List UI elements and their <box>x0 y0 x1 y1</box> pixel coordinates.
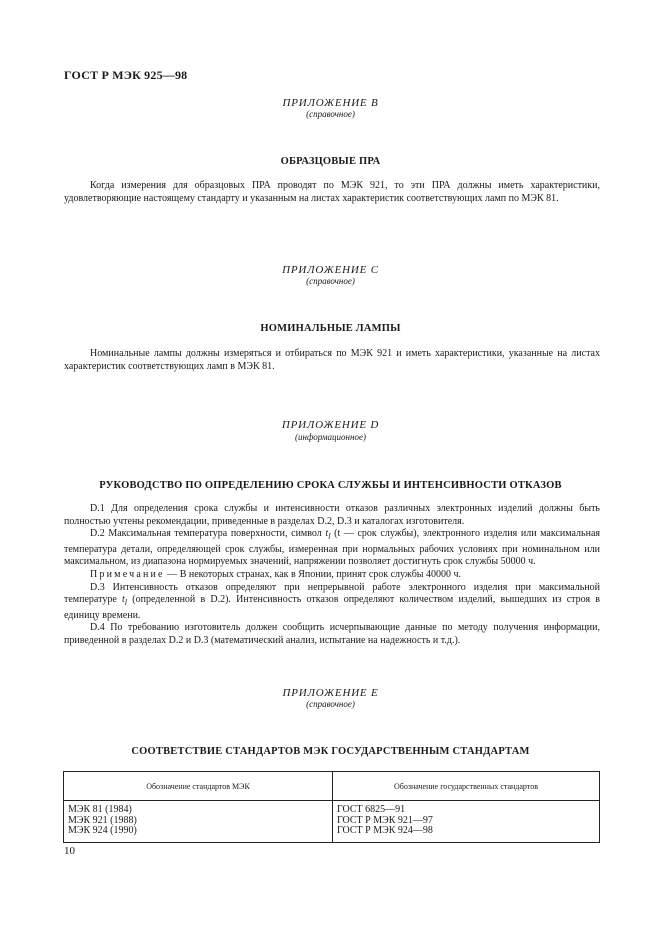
gost-standard: ГОСТ Р МЭК 921—97 <box>337 814 433 826</box>
note-label: Примечание <box>90 568 165 580</box>
iec-standard: МЭК 81 (1984) <box>68 804 132 815</box>
appendix-c-subtitle: (справочное) <box>306 276 355 286</box>
appendix-b-section-title: ОБРАЗЦОВЫЕ ПРА <box>280 156 381 167</box>
appendix-e-section-title: СООТВЕТСТВИЕ СТАНДАРТОВ МЭК ГОСУДАРСТВЕННЫМ СТАНДАРТАМ <box>131 746 530 757</box>
appendix-d-section-title: РУКОВОДСТВО ПО ОПРЕДЕЛЕНИЮ СРОКА СЛУЖБЫ И ИНТЕНСИВНОСТИ ОТКАЗОВ <box>99 480 562 491</box>
page-number: 10 <box>64 845 75 857</box>
gost-standard: ГОСТ Р МЭК 924—98 <box>337 825 433 836</box>
clause-d2-note: Примечание — В некоторых странах, как в Японии, принят срок службы 40000 ч. <box>90 568 462 580</box>
iec-standards-cell <box>64 801 333 843</box>
clause-d2: D.2 Максимальная температура поверхности, символ $t_l$ (t — срок службы), электронного изделия или максимальная температура детали, определяющей срок службы, измеренная при нормальных рабочих условиях при номинальном или максимальном, из диапазона нормируемых значений, напряжении позволяет достигнуть срок службы 50000 ч. <box>64 528 600 568</box>
table-header-iec: Обозначение стандартов МЭК <box>64 772 333 801</box>
appendix-b-subtitle: (справочное) <box>306 109 355 119</box>
table-header-row <box>64 772 600 801</box>
clause-d3: D.3 Интенсивность отказов определяют при непрерывной работе электронного изделия при максимальной температуре $t_l$ (определенной в D.2). Интенсивность отказов определяют количеством изделий, вышедших из строя в единицу времени. <box>64 581 600 621</box>
appendix-d-subtitle: (информационное) <box>295 432 366 442</box>
clause-d1: D.1 Для определения срока службы и интенсивности отказов различных электронных изделий должны быть полностью учтены рекомендации, приведенные в разделах D.2, D.3 и каталогах изготовителя. <box>64 503 600 527</box>
appendix-c-text <box>64 348 600 373</box>
clause-d4: D.4 По требованию изготовитель должен сообщить исчерпывающие данные по методу получения информации, приведенной в разделах D.2 и D.3 (математический анализ, испытание на надежность и т.д.). <box>64 622 600 646</box>
appendix-b-text <box>64 180 600 205</box>
appendix-c-title: ПРИЛОЖЕНИЕ С <box>282 264 379 276</box>
gost-standards-cell <box>333 801 600 843</box>
appendix-c-section-title: НОМИНАЛЬНЫЕ ЛАМПЫ <box>260 323 401 334</box>
appendix-d-text <box>64 503 600 648</box>
standards-table <box>63 771 600 843</box>
appendix-b-title: ПРИЛОЖЕНИЕ В <box>282 97 379 109</box>
appendix-c-paragraph: Номинальные лампы должны измеряться и отбираться по МЭК 921 и иметь характеристики, указанные на листах характеристик соответствующих ламп в МЭК 81. <box>64 348 600 372</box>
gost-standard: ГОСТ 6825—91 <box>337 804 406 815</box>
appendix-e-subtitle: (справочное) <box>306 699 355 709</box>
table-row <box>64 801 600 843</box>
table-header-gost: Обозначение государственных стандартов <box>333 772 600 801</box>
iec-standard: МЭК 921 (1988) <box>68 814 137 826</box>
document-code: ГОСТ Р МЭК 925—98 <box>64 68 188 82</box>
appendix-b-paragraph: Когда измерения для образцовых ПРА проводят по МЭК 921, то эти ПРА должны иметь характеристики, удовлетворяющие настоящему стандарту и указанным на листах характеристик соответствующих ламп по МЭК 81. <box>64 180 600 204</box>
appendix-e-title: ПРИЛОЖЕНИЕ Е <box>282 687 379 699</box>
iec-standard: МЭК 924 (1990) <box>68 825 137 836</box>
appendix-d-title: ПРИЛОЖЕНИЕ D <box>281 419 380 431</box>
